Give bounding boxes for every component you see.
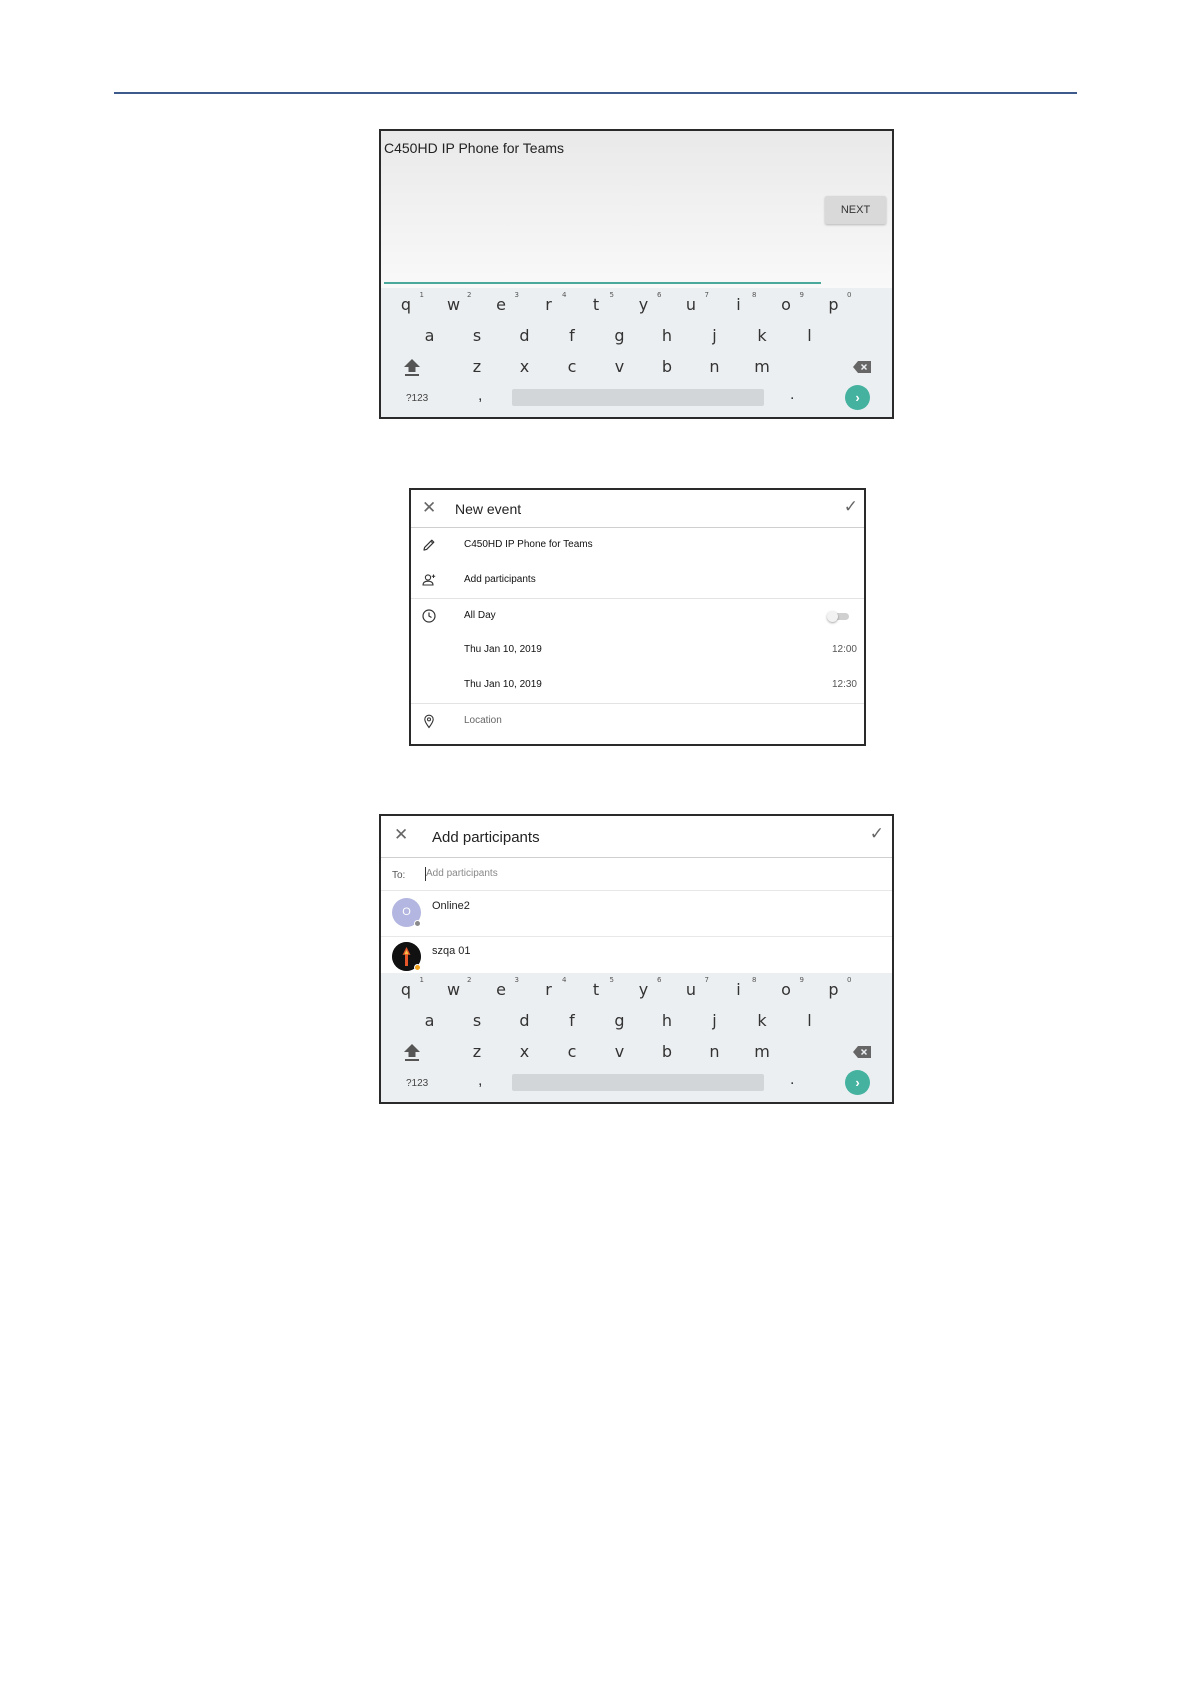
key-i[interactable]: i 8	[736, 976, 757, 999]
key-l[interactable]: l	[807, 1011, 812, 1030]
key-t[interactable]: t 5	[592, 291, 614, 314]
key-c[interactable]: c	[567, 1042, 577, 1061]
key-j[interactable]: j	[712, 1011, 717, 1030]
participants-search-input[interactable]	[426, 868, 626, 879]
key-m[interactable]: m	[754, 1042, 770, 1061]
key-hint: 3	[514, 291, 519, 299]
key-x[interactable]: x	[519, 1042, 530, 1061]
backspace-icon[interactable]	[852, 1045, 872, 1059]
onscreen-keyboard	[381, 973, 892, 1103]
key-s[interactable]: s	[472, 326, 482, 345]
key-b[interactable]: b	[661, 357, 673, 376]
symbols-key[interactable]: ?123	[406, 1078, 429, 1089]
key-y[interactable]: y 6	[638, 976, 662, 999]
page-title: New event	[455, 501, 522, 517]
key-w[interactable]: w 2	[446, 291, 472, 314]
entry-text-value: C450HD IP Phone for Teams	[384, 140, 565, 156]
presence-indicator	[414, 964, 421, 971]
key-period[interactable]: .	[790, 386, 795, 403]
key-j[interactable]: j	[712, 326, 717, 345]
key-comma[interactable]: ,	[478, 1072, 483, 1089]
key-u[interactable]: u 7	[685, 291, 709, 314]
key-w[interactable]: w 2	[446, 976, 472, 999]
clock-icon	[421, 608, 437, 624]
key-q[interactable]: q 1	[400, 291, 424, 314]
key-e[interactable]: e 3	[496, 976, 519, 999]
new-event-screenshot	[409, 488, 866, 746]
key-q[interactable]: q 1	[400, 976, 424, 999]
contact-name: szqa 01	[432, 945, 471, 957]
contact-item[interactable]	[381, 936, 892, 974]
key-o[interactable]: o 9	[781, 976, 804, 999]
contact-item[interactable]	[381, 892, 892, 936]
key-hint: 8	[752, 291, 757, 299]
close-icon[interactable]: ✕	[394, 825, 409, 844]
key-b[interactable]: b	[661, 1042, 673, 1061]
participants-row[interactable]	[411, 563, 864, 598]
key-period[interactable]: .	[790, 1071, 795, 1088]
to-label: To:	[392, 870, 406, 881]
key-hint: 2	[467, 291, 472, 299]
shift-arrow-icon[interactable]	[399, 1040, 425, 1064]
key-hint: 1	[419, 976, 424, 984]
add-participants-header	[381, 816, 892, 858]
key-i[interactable]: i 8	[736, 291, 757, 314]
key-p[interactable]: p 0	[828, 291, 852, 314]
spacebar[interactable]	[512, 389, 764, 406]
key-p[interactable]: p 0	[828, 976, 852, 999]
add-person-icon	[421, 572, 437, 588]
key-m[interactable]: m	[754, 357, 770, 376]
key-g[interactable]: g	[614, 1011, 625, 1030]
new-event-header	[411, 490, 864, 528]
key-f[interactable]: f	[569, 326, 575, 345]
key-z[interactable]: z	[472, 1042, 482, 1061]
key-hint: 9	[799, 976, 804, 984]
spacebar[interactable]	[512, 1074, 764, 1091]
page-title: Add participants	[432, 829, 540, 846]
key-hint: 4	[562, 291, 567, 299]
subject-label: C450HD IP Phone for Teams	[464, 539, 593, 550]
key-t[interactable]: t 5	[592, 976, 614, 999]
key-l[interactable]: l	[807, 326, 812, 345]
key-r[interactable]: r 4	[545, 976, 567, 999]
key-hint: 0	[847, 291, 852, 299]
start-time[interactable]: 12:00	[831, 644, 857, 655]
participants-label: Add participants	[464, 574, 536, 585]
key-hint: 3	[514, 976, 519, 984]
key-hint: 5	[609, 976, 614, 984]
key-v[interactable]: v	[614, 1042, 625, 1061]
entry-underline	[384, 282, 821, 284]
all-day-toggle[interactable]	[827, 611, 849, 621]
close-icon[interactable]: ✕	[422, 498, 437, 517]
key-v[interactable]: v	[614, 357, 625, 376]
all-day-label: All Day	[464, 610, 496, 621]
symbols-key[interactable]: ?123	[406, 393, 429, 404]
key-g[interactable]: g	[614, 326, 625, 345]
text-entry-screenshot	[379, 129, 894, 419]
key-n[interactable]: n	[709, 1042, 720, 1061]
key-k[interactable]: k	[757, 1011, 767, 1030]
key-hint: 7	[704, 976, 709, 984]
key-h[interactable]: h	[661, 326, 673, 345]
key-hint: 4	[562, 976, 567, 984]
page-header-rule	[114, 92, 1077, 94]
presence-indicator	[414, 920, 421, 927]
toggle-knob	[827, 611, 838, 622]
key-u[interactable]: u 7	[685, 976, 709, 999]
key-a[interactable]: a	[424, 326, 435, 345]
keyboard-row	[381, 321, 892, 351]
next-button[interactable]: NEXT	[825, 196, 886, 224]
end-date-row[interactable]	[411, 668, 864, 703]
key-s[interactable]: s	[472, 1011, 482, 1030]
keyboard-row	[381, 1037, 892, 1067]
key-e[interactable]: e 3	[496, 291, 519, 314]
location-field: Location	[464, 715, 502, 726]
key-comma[interactable]: ,	[478, 387, 483, 404]
location-row[interactable]	[411, 703, 864, 738]
start-date-row[interactable]	[411, 633, 864, 668]
key-hint: 9	[799, 291, 804, 299]
all-day-row	[411, 598, 864, 633]
start-date: Thu Jan 10, 2019	[464, 644, 542, 655]
key-hint: 1	[419, 291, 424, 299]
key-d[interactable]: d	[519, 1011, 530, 1030]
confirm-check-icon[interactable]: ✓	[869, 824, 884, 843]
key-y[interactable]: y 6	[638, 291, 662, 314]
end-time[interactable]: 12:30	[831, 679, 857, 690]
backspace-icon[interactable]	[852, 360, 872, 374]
end-date: Thu Jan 10, 2019	[464, 679, 542, 690]
key-d[interactable]: d	[519, 326, 530, 345]
key-hint: 0	[847, 976, 852, 984]
chevron-right-icon[interactable]: ›	[845, 385, 870, 410]
avatar: O	[392, 898, 421, 927]
keyboard-row	[381, 975, 892, 1005]
pencil-icon	[421, 537, 437, 553]
add-participants-screenshot	[379, 814, 894, 1104]
location-pin-icon	[421, 713, 437, 729]
key-c[interactable]: c	[567, 357, 577, 376]
keyboard-row	[381, 352, 892, 382]
key-r[interactable]: r 4	[545, 291, 567, 314]
text-entry-area[interactable]	[381, 131, 892, 288]
keyboard-row	[381, 290, 892, 320]
keyboard-row	[381, 1006, 892, 1036]
key-hint: 7	[704, 291, 709, 299]
key-hint: 5	[609, 291, 614, 299]
key-hint: 6	[657, 976, 662, 984]
subject-row[interactable]	[411, 528, 864, 563]
keyboard-row	[381, 383, 892, 413]
confirm-check-icon[interactable]: ✓	[843, 497, 858, 516]
shift-arrow-icon[interactable]	[399, 355, 425, 379]
onscreen-keyboard	[381, 288, 892, 418]
key-x[interactable]: x	[519, 357, 530, 376]
keyboard-row	[381, 1068, 892, 1098]
key-f[interactable]: f	[569, 1011, 575, 1030]
key-o[interactable]: o 9	[781, 291, 804, 314]
key-n[interactable]: n	[709, 357, 720, 376]
chevron-right-icon[interactable]: ›	[845, 1070, 870, 1095]
contact-name: Online2	[432, 900, 470, 912]
key-hint: 8	[752, 976, 757, 984]
key-hint: 6	[657, 291, 662, 299]
key-a[interactable]: a	[424, 1011, 435, 1030]
key-k[interactable]: k	[757, 326, 767, 345]
key-z[interactable]: z	[472, 357, 482, 376]
to-field-row	[381, 859, 892, 891]
key-hint: 2	[467, 976, 472, 984]
key-h[interactable]: h	[661, 1011, 673, 1030]
